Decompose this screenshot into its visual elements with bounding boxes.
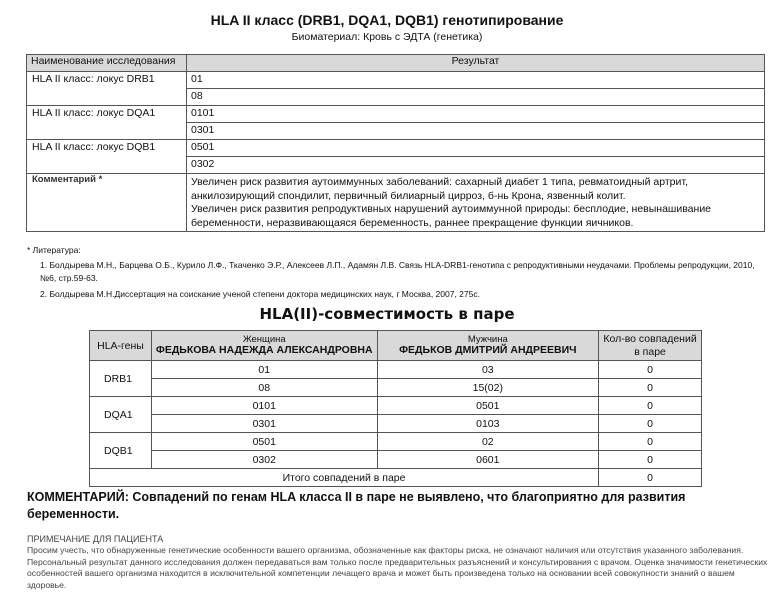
woman-allele: 0101 [151,397,377,415]
woman-name: ФЕДЬКОВА НАДЕЖДА АЛЕКСАНДРОВНА [155,344,373,356]
literature-list [40,259,760,305]
locus-name: HLA II класс: локус DQB1 [27,140,187,174]
total-value: 0 [599,469,702,487]
match-count: 0 [599,397,702,415]
result-value: 0301 [187,123,765,140]
woman-allele: 0301 [151,415,377,433]
patient-note-heading: ПРИМЕЧАНИЕ ДЛЯ ПАЦИЕНТА [27,534,164,544]
conclusion-comment: КОММЕНТАРИЙ: Совпадений по генам HLA класса II в паре не выявлено, что благоприятно для развития беременности. [27,490,686,521]
col-header-matches: Кол-во совпадений в паре [599,331,702,361]
table-row [90,415,702,433]
col-header-result: Результат [187,55,765,72]
compat-table [89,330,702,487]
man-allele: 15(02) [377,379,599,397]
woman-allele: 0302 [151,451,377,469]
table-row [27,140,765,157]
gene-name: DRB1 [90,361,152,397]
match-count: 0 [599,451,702,469]
gene-name: DQB1 [90,433,152,469]
table-row [90,361,702,379]
match-count: 0 [599,433,702,451]
comment-line: Увеличен риск развития аутоиммунных заболеваний: сахарный диабет 1 типа, ревматоидный артрит, [191,176,688,188]
man-allele: 03 [377,361,599,379]
col-header-name: Наименование исследования [27,55,187,72]
result-value: 0501 [187,140,765,157]
comment-text [187,174,765,232]
comment-line: Увеличен риск развития репродуктивных нарушений аутоиммунной природы: бесплодие, невынашивание [191,203,712,215]
col-header-genes: HLA-гены [90,331,152,361]
comment-label: Комментарий * [27,174,187,232]
result-value: 0302 [187,157,765,174]
man-allele: 02 [377,433,599,451]
locus-name: HLA II класс: локус DQA1 [27,106,187,140]
comment-line: беременности, неразвивающаяся беременность, раннее прекращение функции яичников. [191,216,634,229]
woman-label: Женщина [242,334,286,345]
table-row [27,72,765,89]
match-count: 0 [599,415,702,433]
table-row [90,433,702,451]
comment-line: анкилозирующий спондилит, первичный билиарный цирроз, б-нь Крона, язвенный колит. [191,189,626,202]
literature-item: 1. Болдырева М.Н., Барцева О.Б., Курило Л.Ф., Ткаченко Э.Р., Алексеев Л.П., Адамян Л.В. Связь HLA-DRB1-генотипа с репродуктивными неудачами. Проблемы репродукции, 2010, №6, стр.59-63. [40,260,755,283]
compat-title: HLA(II)-совместимость в паре [259,305,515,323]
comment-row [27,174,765,232]
table-row [90,451,702,469]
man-label: Мужчина [467,334,508,345]
result-value: 0101 [187,106,765,123]
report-title: HLA II класс (DRB1, DQA1, DQB1) генотипирование [210,12,564,28]
locus-name: HLA II класс: локус DRB1 [27,72,187,106]
results-table [26,54,765,232]
woman-allele: 08 [151,379,377,397]
total-label: Итого совпадений в паре [90,469,599,487]
table-row [90,397,702,415]
man-allele: 0601 [377,451,599,469]
result-value: 01 [187,72,765,89]
man-allele: 0501 [377,397,599,415]
result-value: 08 [187,89,765,106]
col-header-man [377,331,599,361]
literature-heading: * Литература: [27,245,81,255]
match-count: 0 [599,361,702,379]
table-row [27,106,765,123]
biomaterial-subtitle: Биоматериал: Кровь с ЭДТА (генетика) [291,31,483,43]
match-count: 0 [599,379,702,397]
woman-allele: 01 [151,361,377,379]
gene-name: DQA1 [90,397,152,433]
patient-note-text: Просим учесть, что обнаруженные генетические особенности вашего организма, обозначенные как факторы риска, не означают наличия или отсутствия указанного заболевания. Персональный результат данного исследования должен передаваться вам только после предварительных разъяснений и консультирования с врачом. Оценка значимости генетических особенностей вашего организма находится в исключительной компетенции лечащего врача и может быть произведена только на основании всей совокупности знаний о вашем здоровье. [27,545,768,590]
table-row [90,379,702,397]
col-header-woman [151,331,377,361]
total-row [90,469,702,487]
literature-item: 2. Болдырева М.Н.Диссертация на соискание ученой степени доктора медицинских наук, г Москва, 2007, 275с. [40,289,480,299]
man-allele: 0103 [377,415,599,433]
man-name: ФЕДЬКОВ ДМИТРИЙ АНДРЕЕВИЧ [399,344,577,356]
woman-allele: 0501 [151,433,377,451]
